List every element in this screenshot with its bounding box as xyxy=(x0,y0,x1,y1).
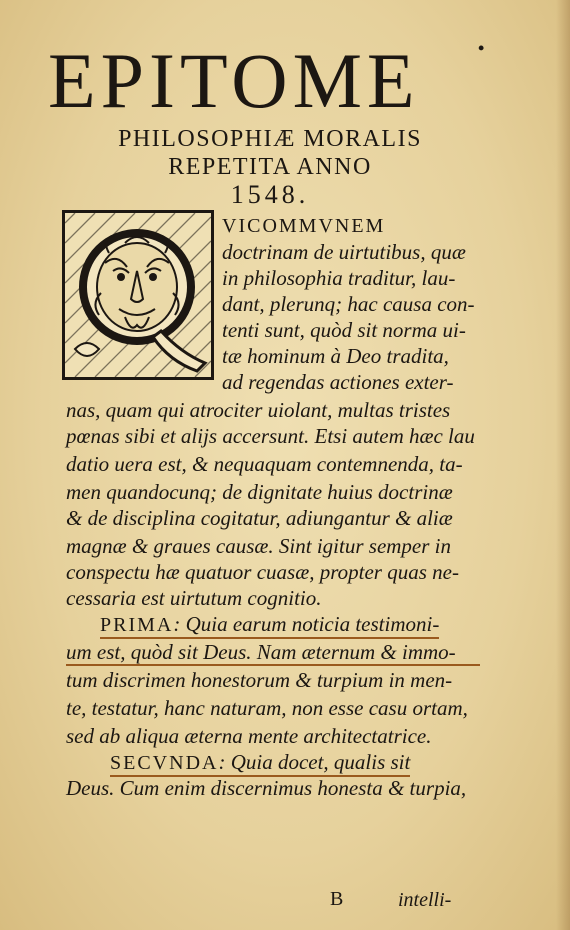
text-line: VICOMMVNEM xyxy=(222,215,386,237)
text-line: & de disciplina cogitatur, adiungantur & aliæ xyxy=(66,506,453,530)
text-line: doctrinam de uirtutibus, quæ xyxy=(222,240,466,264)
text-line: dant, plerunq; hac causa con- xyxy=(222,292,475,316)
text-line: datio uera est, & nequaquam contemnenda, ta- xyxy=(66,452,463,476)
green-man-face-icon xyxy=(65,213,211,377)
text-line: sed ab aliqua æterna mente architectatrice. xyxy=(66,724,432,748)
text-line: pœnas sibi et alijs accersunt. Etsi autem hæc lau xyxy=(66,424,475,448)
text-line: in philosophia traditur, lau- xyxy=(222,266,456,290)
text-line: tæ hominum à Deo tradita, xyxy=(222,344,449,368)
catchword: intelli- xyxy=(398,889,452,911)
ornamental-dropcap xyxy=(62,210,214,380)
signature-mark: B xyxy=(330,888,344,910)
text-line: nas, quam qui atrociter uiolant, multas tristes xyxy=(66,398,451,422)
subtitle-line-2: REPETITA ANNO xyxy=(168,154,372,180)
subtitle-line-1: PHILOSOPHIÆ MORALIS xyxy=(118,126,422,152)
text-line: ad regendas actiones exter- xyxy=(222,370,454,394)
page-title: EPITOME xyxy=(48,37,420,124)
secunda-line: SECVNDA: Quia docet, qualis sit xyxy=(110,752,480,773)
text-line: conspectu hæ quatuor cuasæ, propter quas ne- xyxy=(66,560,459,584)
text-line: magnæ & graues causæ. Sint igitur semper in xyxy=(66,534,452,558)
section-label-prima: PRIMA xyxy=(100,614,173,639)
text-line: tum discrimen honestorum & turpium in men- xyxy=(66,668,453,692)
text-line: um est, quòd sit Deus. Nam æternum & immo- xyxy=(66,642,480,666)
corner-mark: • xyxy=(478,38,485,58)
text-line: te, testatur, hanc naturam, non esse casu ortam, xyxy=(66,696,468,720)
text-line: cessaria est uirtutum cognitio. xyxy=(66,586,322,610)
publication-year: 1548. xyxy=(230,180,310,209)
text-line: tenti sunt, quòd sit norma ui- xyxy=(222,318,466,342)
section-label-secunda: SECVNDA xyxy=(110,752,218,777)
page-edge-shadow xyxy=(556,0,570,930)
text-line: men quandocunq; de dignitate huius doctrinæ xyxy=(66,480,453,504)
text-line: Deus. Cum enim discernimus honesta & turpia, xyxy=(66,776,467,800)
prima-line: PRIMA: Quia earum noticia testimoni- xyxy=(100,614,480,635)
